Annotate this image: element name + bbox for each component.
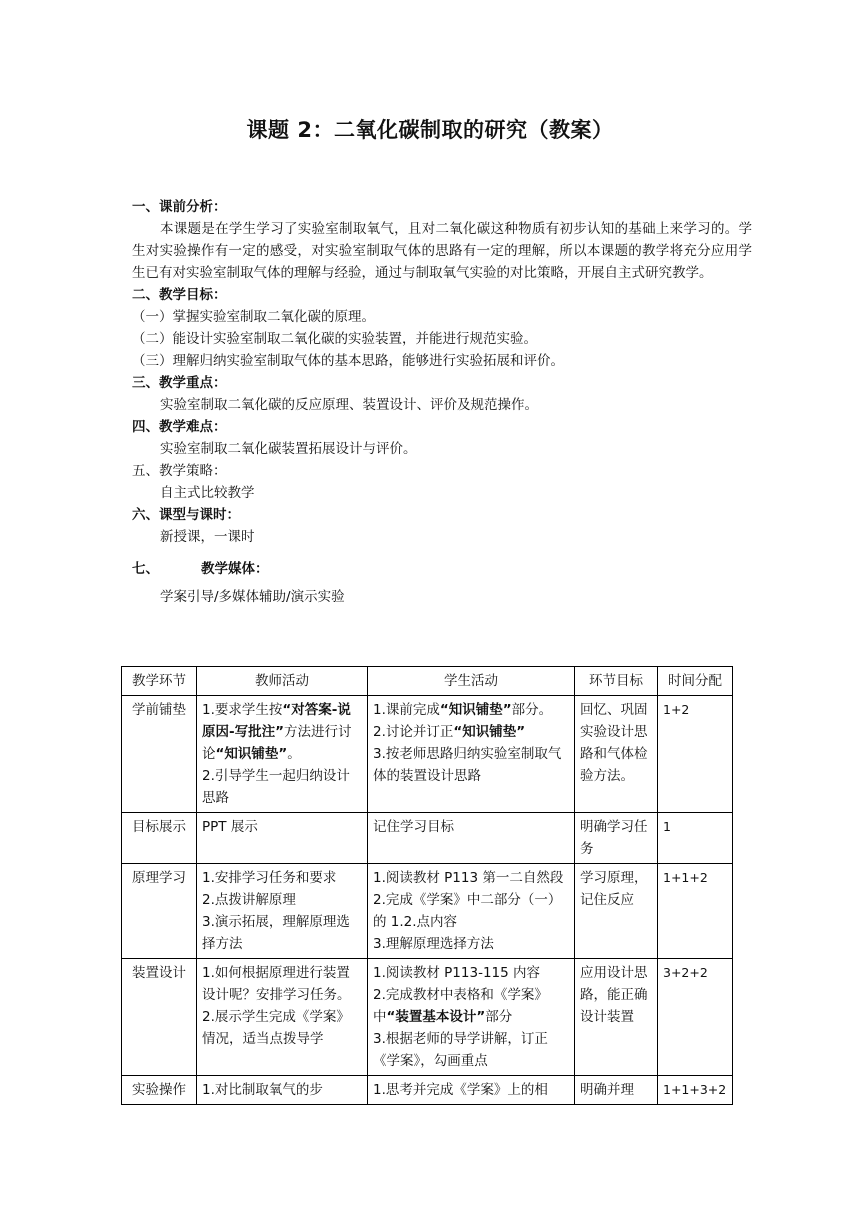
teacher-activity-cell bbox=[197, 864, 368, 959]
section-heading-difficulties: 四、教学难点： bbox=[132, 419, 227, 435]
teacher-activity-line: 2.展示学生完成《学案》情况，适当点拨导学 bbox=[202, 1009, 350, 1047]
goal-cell: 应用设计思路，能正确设计装置 bbox=[575, 959, 658, 1076]
stage-cell: 目标展示 bbox=[122, 813, 197, 864]
table-row bbox=[122, 696, 733, 813]
objective-item: （三）理解归纳实验室制取气体的基本思路，能够进行实验拓展和评价。 bbox=[132, 353, 564, 369]
section-heading-media bbox=[132, 558, 752, 580]
header-cell: 环节目标 bbox=[575, 667, 658, 696]
student-activity-line: 3.根据老师的导学讲解，订正《学案》，勾画重点 bbox=[373, 1031, 548, 1069]
section-body-strategy: 自主式比较教学 bbox=[160, 485, 255, 501]
student-activity-line: 2.完成《学案》中二部分（一）的 1.2.点内容 bbox=[373, 892, 562, 930]
teacher-activity-cell: PPT 展示 bbox=[197, 813, 368, 864]
student-activity-cell bbox=[368, 696, 575, 813]
stage-cell: 学前铺垫 bbox=[122, 696, 197, 813]
student-activity-line: 3.理解原理选择方法 bbox=[373, 936, 494, 952]
student-activity-line: 1.阅读教材 P113 第一二自然段 bbox=[373, 870, 564, 886]
student-activity-cell: 1.思考并完成《学案》上的相 bbox=[368, 1076, 575, 1105]
student-activity-line: 3.按老师思路归纳实验室制取气体的装置设计思路 bbox=[373, 746, 562, 784]
teacher-activity-line: 1.如何根据原理进行装置设计呢？安排学习任务。 bbox=[202, 965, 351, 1003]
table-header-row bbox=[122, 667, 733, 696]
stage-cell: 实验操作 bbox=[122, 1076, 197, 1105]
goal-cell: 明确学习任务 bbox=[575, 813, 658, 864]
teacher-activity-line: 2.点拨讲解原理 bbox=[202, 892, 296, 908]
student-activity-line: 1.课前完成“知识铺垫”部分。 bbox=[373, 702, 553, 718]
lesson-plan-body bbox=[132, 196, 752, 608]
section-heading-objectives: 二、教学目标： bbox=[132, 287, 227, 303]
section-heading-analysis: 一、课前分析： bbox=[132, 199, 227, 215]
teacher-activity-line: 2.引导学生一起归纳设计思路 bbox=[202, 768, 350, 806]
section-body-key-points: 实验室制取二氧化碳的反应原理、装置设计、评价及规范操作。 bbox=[160, 397, 538, 413]
page-title: 课题 2：二氧化碳制取的研究（教案） bbox=[246, 118, 614, 142]
goal-cell: 明确并理 bbox=[575, 1076, 658, 1105]
section-number: 七、 bbox=[132, 561, 159, 577]
teacher-activity-line: 1.要求学生按“对答案-说原因-写批注”方法进行讨论“知识铺垫”。 bbox=[202, 702, 352, 762]
header-cell: 教学环节 bbox=[122, 667, 197, 696]
goal-cell: 学习原理，记住反应 bbox=[575, 864, 658, 959]
stage-cell: 装置设计 bbox=[122, 959, 197, 1076]
objective-item: （二）能设计实验室制取二氧化碳的实验装置，并能进行规范实验。 bbox=[132, 331, 537, 347]
objective-item: （一）掌握实验室制取二氧化碳的原理。 bbox=[132, 309, 375, 325]
section-body-lesson-type: 新授课，一课时 bbox=[160, 529, 255, 545]
student-activity-line: 2.完成教材中表格和《学案》中“装置基本设计”部分 bbox=[373, 987, 548, 1025]
time-cell: 1+1+2 bbox=[658, 864, 733, 959]
student-activity-line: 1.阅读教材 P113-115 内容 bbox=[373, 965, 541, 981]
header-cell: 学生活动 bbox=[368, 667, 575, 696]
table-row bbox=[122, 1076, 733, 1105]
student-activity-line: 2.讨论并订正“知识铺垫” bbox=[373, 724, 526, 740]
stage-cell: 原理学习 bbox=[122, 864, 197, 959]
time-cell: 1+1+3+2 bbox=[658, 1076, 733, 1105]
table-row bbox=[122, 813, 733, 864]
teacher-activity-cell bbox=[197, 696, 368, 813]
section-heading-strategy: 五、教学策略： bbox=[132, 463, 227, 479]
time-cell: 1+2 bbox=[658, 696, 733, 813]
table-row bbox=[122, 959, 733, 1076]
time-cell: 1 bbox=[658, 813, 733, 864]
section-heading-lesson-type: 六、课型与课时： bbox=[132, 507, 240, 523]
section-body-media: 学案引导/多媒体辅助/演示实验 bbox=[160, 589, 345, 605]
table-row bbox=[122, 864, 733, 959]
goal-cell: 回忆、巩固实验设计思路和气体检验方法。 bbox=[575, 696, 658, 813]
teacher-activity-cell bbox=[197, 959, 368, 1076]
teacher-activity-cell: 1.对比制取氧气的步 bbox=[197, 1076, 368, 1105]
teacher-activity-line: 3.演示拓展，理解原理选择方法 bbox=[202, 914, 350, 952]
section-body-difficulties: 实验室制取二氧化碳装置拓展设计与评价。 bbox=[160, 441, 417, 457]
teaching-process-table bbox=[121, 666, 733, 1105]
section-heading-key-points: 三、教学重点： bbox=[132, 375, 227, 391]
header-cell: 时间分配 bbox=[658, 667, 733, 696]
section-body-analysis: 本课题是在学生学习了实验室制取氧气，且对二氧化碳这种物质有初步认知的基础上来学习的。学生对实验操作有一定的感受，对实验室制取气体的思路有一定的理解，所以本课题的教学将充分应用学生已有对实验室制取气体的理解与经验，通过与制取氧气实验的对比策略，开展自主式研究教学。 bbox=[132, 221, 752, 281]
section-heading-text: 教学媒体： bbox=[201, 561, 269, 577]
student-activity-cell bbox=[368, 959, 575, 1076]
teacher-activity-line: 1.安排学习任务和要求 bbox=[202, 870, 337, 886]
student-activity-cell bbox=[368, 864, 575, 959]
student-activity-cell: 记住学习目标 bbox=[368, 813, 575, 864]
time-cell: 3+2+2 bbox=[658, 959, 733, 1076]
header-cell: 教师活动 bbox=[197, 667, 368, 696]
